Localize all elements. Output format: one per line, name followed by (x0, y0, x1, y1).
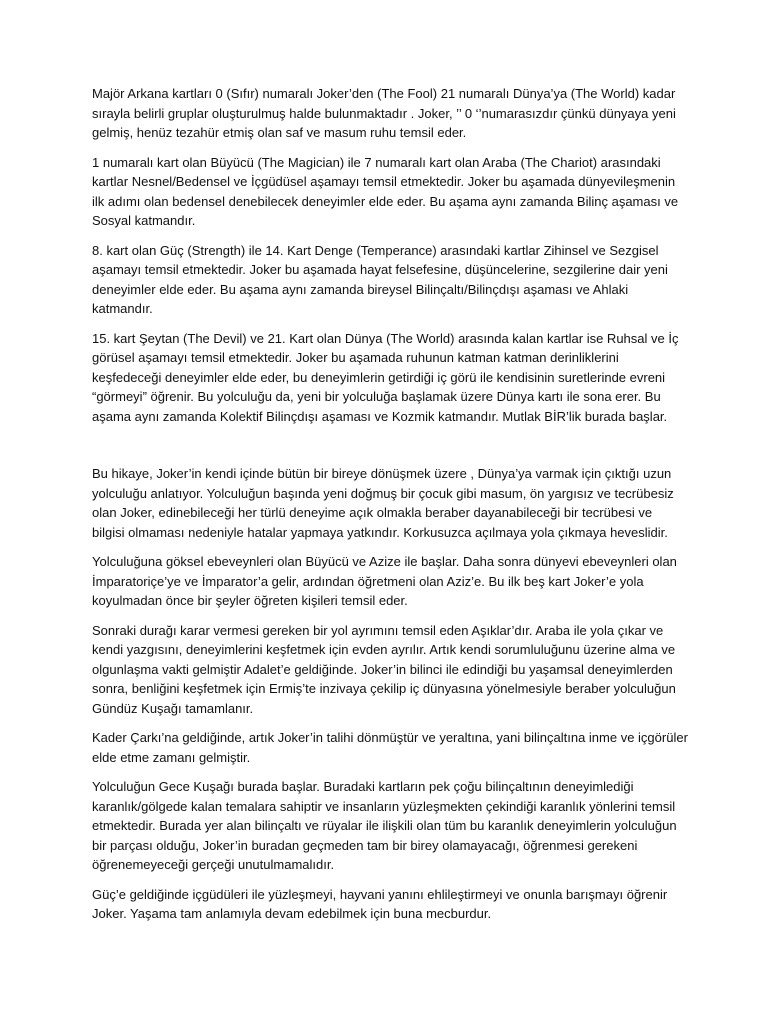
document-page (92, 84, 688, 934)
section-spacer (92, 436, 688, 464)
paragraph-strength-instincts: Güç’e geldiğinde içgüdüleri ile yüzleşmeyi, hayvani yanını ehlileştirmeyi ve onunla barışmayı öğrenir Joker. Yaşama tam anlamıyla devam edebilmek için buna mecburdur. (92, 886, 668, 921)
paragraph-devil-world: 15. kart Şeytan (The Devil) ve 21. Kart olan Dünya (The World) arasında kalan kartlar ise Ruhsal ve İç görüsel aşamayı temsil etmektedir. Joker bu aşamada ruhunun katman katman derinliklerini keşfedeceği deneyimler elde eder, bu deneyimlerin getirdiği iç görü ile kendisinin suretlerinde evreni “görmeyi” öğrenir. Bu yolculuğu da, yeni bir yolculuğa başlamak üzere Dünya kartı ile sona erer. Bu aşama aynı zamanda Kolektif Bilinçdışı aşaması ve Kozmik katmandır. Mutlak BİR’lik burada başlar. (92, 330, 679, 424)
paragraph-night-belt: Yolculuğun Gece Kuşağı burada başlar. Buradaki kartların pek çoğu bilinçaltının deneyimlediği karanlık/gölgede kalan temalara sahiptir ve insanların yüzleşmekten çekindiği karanlık yönlerini temsil etmektedir. Burada yer alan bilinçaltı ve rüyalar ile ilişkili olan tüm bu karanlık deneyimlerin yolculuğun bir parçası olduğu, Joker’in buradan geçmeden tam bir birey olamayacağı, öğrenmesi gerekeni öğrenemeyeceği gerçeği unutulmamalıdır. (92, 779, 677, 872)
paragraph-magician-chariot: 1 numaralı kart olan Büyücü (The Magician) ile 7 numaralı kart olan Araba (The Chariot) arasındaki kartlar Nesnel/Bedensel ve İçgüdüsel aşamayı temsil etmektedir. Joker bu aşamada dünyevileşmenin ilk adımı olan bedensel denebilecek deneyimler elde eder. Bu aşama aynı zamanda Bilinç aşaması ve Sosyal katmandır. (92, 154, 679, 228)
paragraph-lovers-hermit: Sonraki durağı karar vermesi gereken bir yol ayrımını temsil eden Aşıklar’dır. Araba ile yola çıkar ve kendi yazgısını, deneyimlerini keşfetmek için evden ayrılır. Artık kendi sorumluluğunu üzerine alma ve olgunlaşma vakti gelmiştir Adalet’e geldiğinde. Joker’in bilinci ile edindiği bu yaşamsal deneyimlerden sonra, benliğini keşfetmek için Ermiş’te inzivaya çekilip iç dünyasına yönelmesiyle beraber yolculuğun Gündüz Kuşağı tamamlanır. (92, 622, 676, 716)
paragraph-wheel-of-fortune: Kader Çarkı’na geldiğinde, artık Joker’in talihi dönmüştür ve yeraltına, yani bilinçaltına inme ve içgörüler elde etme zamanı gelmiştir. (92, 730, 688, 765)
paragraph-strength-temperance: 8. kart olan Güç (Strength) ile 14. Kart Denge (Temperance) arasındaki kartlar Zihinsel ve Sezgisel aşamayı temsil etmektedir. Joker bu aşamada hayat felsefesine, düşüncelerine, sezgilerine dair yeni deneyimler elde eder. Bu aşama aynı zamanda bireysel Bilinçaltı/Bilinçdışı aşaması ve Ahlaki katmandır. (92, 242, 668, 316)
paragraph-celestial-parents: Yolculuğuna göksel ebeveynleri olan Büyücü ve Azize ile başlar. Daha sonra dünyevi ebeveynleri olan İmparatoriçe’ye ve İmparator’a gelir, ardından öğretmeni olan Aziz’e. Bu ilk beş kart Joker’e yola koyulmadan önce bir şeyler öğreten kişileri temsil eder. (92, 554, 677, 608)
paragraph-major-arcana-intro: Majör Arkana kartları 0 (Sıfır) numaralı Joker’den (The Fool) 21 numaralı Dünya’ya (The World) kadar sırayla belirli gruplar oluşturulmuş halde bulunmaktadır . Joker, ’’ 0 ‘’numarasızdır çünkü dünyaya yeni gelmiş, henüz tezahür etmiş olan saf ve masum ruhu temsil eder. (92, 86, 676, 140)
paragraph-journey-story: Bu hikaye, Joker’in kendi içinde bütün bir bireye dönüşmek üzere , Dünya’ya varmak için çıktığı uzun yolculuğu anlatıyor. Yolculuğun başında yeni doğmuş bir çocuk gibi masum, ön yargısız ve tecrübesiz olan Joker, edinebileceği her türlü deneyime açık olmakla beraber dayanabileceği bir tecrübesi ve bilgisi olmaması nedeniyle hatalar yapmaya yatkındır. Korkusuzca açılmaya yola çıkmaya heveslidir. (92, 466, 674, 540)
